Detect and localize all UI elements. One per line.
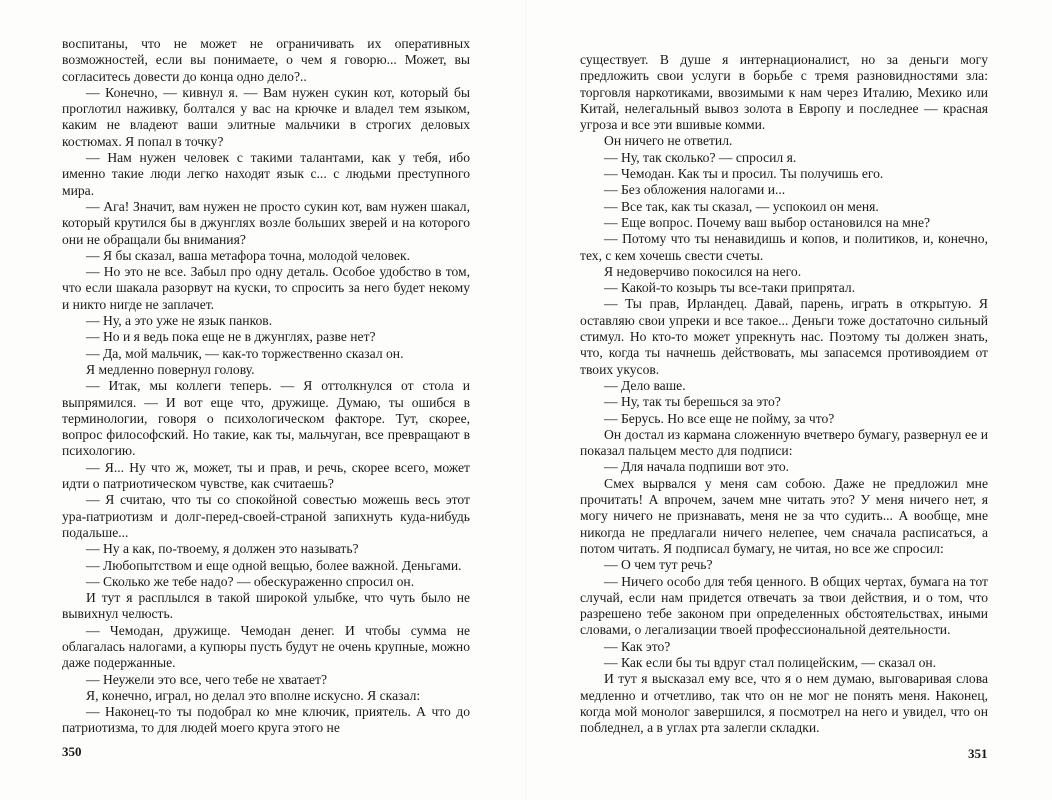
paragraph: — Конечно, — кивнул я. — Вам нужен сукин кот, который бы проглотил наживку, болтался у вас на крючке и владел тем языком, каким не владеют ваши элитные мальчики в строгих деловых костюмах. Я попал в точку? [62, 84, 470, 149]
right-page-text [580, 52, 988, 736]
paragraph: — Без обложения налогами и... [604, 182, 786, 198]
paragraph: — Наконец-то ты подобрал ко мне ключик, приятель. А что до патриотизма, то для людей моего круга этого не [62, 704, 470, 736]
paragraph: — Я... Ну что ж, может, ты и прав, и речь, скорее всего, может идти о патриотическом чувстве, как считаешь? [62, 459, 470, 492]
paragraph: — Все так, как ты сказал, — успокоил он меня. [604, 198, 879, 214]
paragraph: — Ну а как, по-твоему, я должен это называть? [86, 541, 359, 557]
paragraph: — Для начала подпиши вот это. [604, 459, 790, 475]
paragraph: Он достал из кармана сложенную вчетверо бумагу, развернул ее и показал пальцем место для подписи: [580, 426, 988, 459]
paragraph: — Какой-то козырь ты все-таки припрятал. [604, 280, 856, 296]
paragraph: — Чемодан. Как ты и просил. Ты получишь его. [604, 166, 884, 182]
paragraph: — Как если бы ты вдруг стал полицейским, — сказал он. [604, 654, 937, 670]
paragraph: — Потому что ты ненавидишь и копов, и политиков, и, конечно, тех, с кем хочешь свести счеты. [580, 231, 988, 263]
paragraph: Смех вырвался у меня сам собою. Даже не предложил мне прочитать! А впрочем, зачем мне читать это? У меня ничего нет, я могу ничего не признавать, меня не за что судить... А вообще, мне никогда не предлагали ничего нелепее, чем сначала расписаться, а потом читать. Я подписал бумагу, не читая, но все же спросил: [580, 475, 988, 556]
paragraph: — Неужели это все, чего тебе не хватает? [86, 671, 328, 687]
paragraph: — Ну, так ты берешься за это? [604, 394, 781, 410]
paragraph: И тут я расплылся в такой широкой улыбке, что чуть было не вывихнул челюсть. [62, 590, 470, 622]
paragraph: И тут я высказал ему все, что я о нем думаю, выговаривая слова медленно и отчетливо, так что он не мог не понять меня. Наконец, когда мой монолог завершился, я посмотрел на него и увидел, что он побледнел, а в углах рта залегли складки. [580, 671, 988, 736]
paragraph: Я медленно повернул голову. [86, 361, 255, 377]
paragraph: — Но и я ведь пока еще не в джунглях, разве нет? [86, 329, 376, 345]
paragraph: — Дело ваше. [604, 377, 686, 393]
paragraph: — Ты прав, Ирландец. Давай, парень, играть в открытую. Я оставляю свои упреки и все такое... Деньги тоже достаточно сильный стимул. Но кто-то может упрекнуть нас. Поэтому ты должен знать, что, когда ты начнешь действовать, мы запасемся противоядием от твоих укусов. [580, 296, 988, 377]
paragraph: — Любопытством и еще одной вещью, более важной. Деньгами. [86, 557, 462, 573]
book-gutter [525, 0, 527, 800]
paragraph: воспитаны, что не может не ограничивать их оперативных возможностей, если вы понимаете, о чем я говорю... Может, вы соглаcитесь довести до конца одно дело?.. [62, 36, 470, 84]
paragraph: — О чем тут речь? [604, 557, 713, 573]
paragraph: Я недоверчиво покосился на него. [604, 263, 802, 279]
paragraph: — Я считаю, что ты со спокойной совестью можешь весь этот ура-патриотизм и долг-перед-своей-страной запихнуть куда-нибудь подальше... [62, 492, 470, 540]
page-number-right: 351 [968, 746, 988, 761]
paragraph: — Как это? [604, 638, 671, 654]
paragraph: — Берусь. Но все еще не пойму, за что? [604, 410, 835, 426]
paragraph: — Да, мой мальчик, — как-то торжественно сказал он. [86, 345, 404, 361]
paragraph: — Нам нужен человек с такими талантами, как у тебя, ибо именно такие люди легко находят язык с... с людьми преступного мира. [62, 150, 470, 198]
paragraph: — Итак, мы коллеги теперь. — Я оттолкнулся от стола и выпрямился. — И вот еще что, дружище. Думаю, ты ошибся в терминологии, говоря о психологическом факторе. Тут, скорее, вопрос философский. Но такие, как ты, мальчуган, все превращают в психологию. [62, 378, 470, 459]
paragraph: — Ага! Значит, вам нужен не просто сукин кот, вам нужен шакал, который крутился бы в джунглях возле больших зверей и на которого они не обращали бы внимания? [62, 198, 470, 247]
paragraph: Я, конечно, играл, но делал это вполне искусно. Я сказал: [86, 687, 421, 703]
paragraph: — Сколько же тебе надо? — обескураженно спросил он. [86, 573, 415, 589]
paragraph: существует. В душе я интернационалист, но за деньги могу предложить свои услуги в борьбе с тремя разновидностями зла: торговля наркотиками, ввозимыми к нам через Италию, Мехико или Китай, нелегальный вывоз золота в Европу и последнее — красная угроза и все эти вшивые комми. [580, 52, 988, 133]
paragraph: — Ну, а это уже не язык панков. [86, 313, 273, 329]
paragraph: — Еще вопрос. Почему ваш выбор остановился на мне? [604, 214, 931, 230]
paragraph: — Но это не все. Забыл про одну деталь. Особое удобство в том, что если шакала разорвут на куски, то спросить за него будет некому и никто нигде не заплачет. [62, 264, 470, 312]
paragraph: — Ну, так сколько? — спросил я. [604, 149, 797, 165]
paragraph: — Ничего особо для тебя ценного. В общих чертах, бумага на тот случай, если нам придется отвечать за твои действия, и о том, что разрешено тебе законом при определенных обстоятельствах, иными словами, о легализации твоей профессиональной деятельности. [580, 573, 988, 638]
page-number-left: 350 [62, 744, 82, 759]
paragraph: — Чемодан, дружище. Чемодан денег. И чтобы сумма не облагалась налогами, а купюры пусть будут не очень крупные, можно даже подержанные. [62, 622, 470, 671]
paragraph: Он ничего не ответил. [604, 133, 733, 149]
paragraph: — Я бы сказал, ваша метафора точна, молодой человек. [86, 247, 411, 263]
left-page-text [62, 36, 470, 737]
